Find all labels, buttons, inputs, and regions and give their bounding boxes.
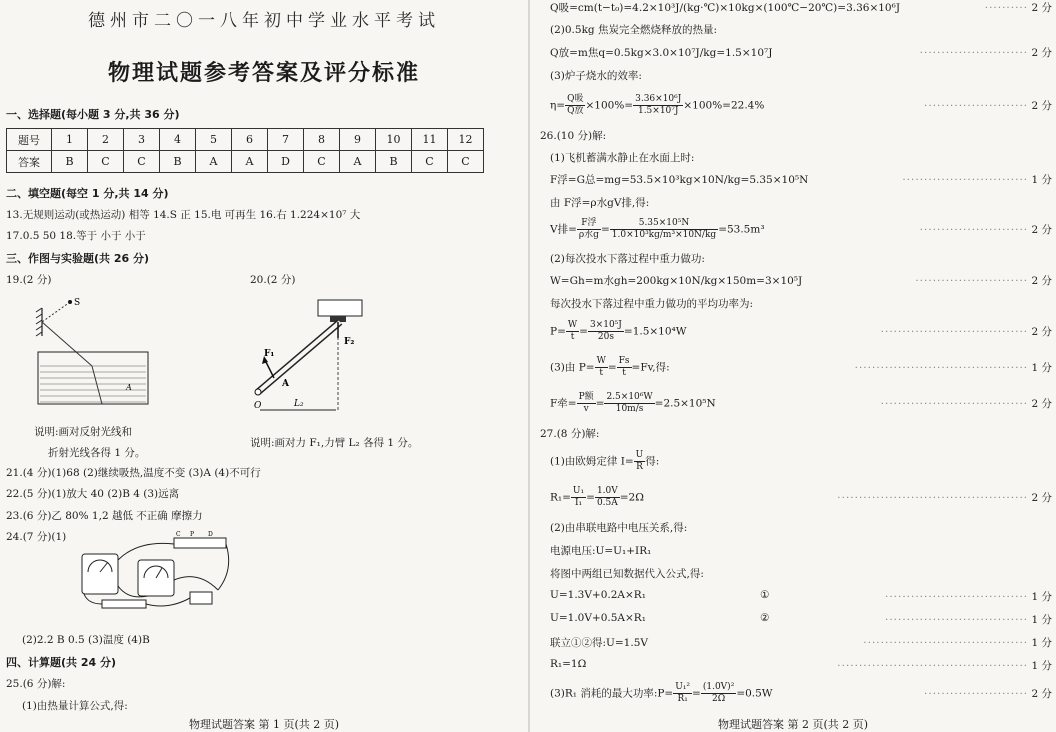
table-cell: A xyxy=(232,151,268,173)
q19-note-1: 说明:画对反射光线和 xyxy=(34,426,133,438)
denominator: R xyxy=(636,462,643,472)
fraction xyxy=(595,356,608,379)
numerator: Fs xyxy=(618,356,630,366)
denominator: t xyxy=(622,368,626,378)
calc-line: U=1.3V+0.2A×R₁ ① ································· 1 分 xyxy=(550,589,1052,603)
formula-part: =53.5m³ xyxy=(718,223,765,236)
line-text: 联立①②得:U=1.5V xyxy=(550,637,648,649)
formula-part: (1)由欧姆定律 I= xyxy=(550,455,634,468)
denominator: 2Ω xyxy=(711,694,726,704)
table-cell: 5 xyxy=(196,129,232,151)
calc-line xyxy=(550,520,1052,536)
fraction xyxy=(610,218,718,241)
score: 2 分 xyxy=(1031,326,1052,338)
q20-lever-figure xyxy=(250,292,370,418)
denominator: I₁ xyxy=(574,498,583,508)
numerator: 2.5×10⁶W xyxy=(606,392,653,402)
point-a-label: A xyxy=(126,383,132,392)
line-text: (3)R₁ 消耗的最大功率:P= $\frac{\text{U₁²}}{\text{R₁}}$ = $\frac{\text{(1.0V)²}}{2\Omega}$ =0.5W xyxy=(550,682,773,704)
score: 2 分 xyxy=(1031,688,1052,700)
line-text: V排= F浮 ρ水g = $\frac{\text{5.35×10⁵N}}{\text{1.0×10³kg/m³×10N/kg}}$ =53.5m³ xyxy=(550,218,765,240)
table-cell: 11 xyxy=(412,129,448,151)
line-text: (2)0.5kg 焦炭完全燃烧释放的热量: xyxy=(550,24,718,36)
fraction xyxy=(633,94,683,117)
denominator: 1.0×10³kg/m³×10N/kg xyxy=(611,230,717,240)
denominator: t xyxy=(570,332,575,342)
table-cell: C xyxy=(124,151,160,173)
calc-line: F浮=G总=mg=53.5×10³kg×10N/kg=5.35×10⁵N ····························· 1 分 xyxy=(550,174,1052,186)
page-2-footer: 物理试题答案 第 2 页(共 2 页) xyxy=(717,718,869,731)
calc-line xyxy=(550,448,1052,474)
line-text: Q吸=cm(t−t₀)=4.2×10³J/(kg·℃)×10kg×(100℃−20℃)=3.36×10⁶J xyxy=(550,2,901,14)
line-text: P= $\frac{W}{t}$ = $\frac{\text{3×10⁵J}}{20s}$ =1.5×10⁴W xyxy=(550,320,687,342)
section-calc-heading: 四、计算题(共 24 分) xyxy=(6,656,117,669)
calc-line: Q吸=cm(t−t₀)=4.2×10³J/(kg·℃)×10kg×(100℃−20℃)=3.36×10⁶J ·········· 2 分 xyxy=(550,2,1052,14)
formula-part: 得: xyxy=(645,455,660,468)
table-row-answers xyxy=(7,151,484,173)
line-text: R₁=1Ω xyxy=(550,658,587,670)
formula-part: (3)R₁ 消耗的最大功率:P= xyxy=(550,687,674,700)
line-text: 将图中两组已知数据代入公式,得: xyxy=(550,568,704,580)
calc-line: U=1.0V+0.5A×R₁ ② ································· 1 分 xyxy=(550,612,1052,626)
score: 2 分 xyxy=(1031,47,1052,59)
answer-page-2 xyxy=(530,0,1056,732)
q24-label: 24.(7 分)(1) xyxy=(6,531,67,543)
denominator: 0.5A xyxy=(596,498,618,508)
table-cell: D xyxy=(268,151,304,173)
calc-line: R₁= $\frac{\text{U₁}}{\text{I₁}}$ = $\frac{1.0V}{0.5A}$ =2Ω ············································ 2 分 xyxy=(550,486,1052,508)
line-text: W=Gh=m水gh=200kg×10N/kg×150m=3×10⁵J xyxy=(550,275,803,287)
score: 2 分 xyxy=(1031,398,1052,410)
line-text: (3)由 P= $\frac{W}{t}$ = $\frac{Fs}{t}$ =Fv,得: xyxy=(550,356,670,378)
calc-line: F牵= P额 v = $\frac{\text{2.5×10⁶W}}{10m/s}$ =2.5×10⁵N ·································· 2 分 xyxy=(550,392,1052,414)
q25-step-1: (1)由热量计算公式,得: xyxy=(22,700,128,712)
denominator: R₁ xyxy=(677,694,688,704)
score: 2 分 xyxy=(1031,100,1052,112)
formula-part: =1.5×10⁴W xyxy=(623,325,687,338)
numerator: 3.36×10⁶J xyxy=(635,94,682,104)
table-cell: 2 xyxy=(88,129,124,151)
table-cell: 答案 xyxy=(7,151,52,173)
arm-l2-label: L₂ xyxy=(294,399,304,409)
svg-text:D: D xyxy=(208,531,213,538)
force-f2-label: F₂ xyxy=(344,337,355,347)
formula-part: =Fv,得: xyxy=(631,361,670,374)
formula-part: (3)由 P= xyxy=(550,361,595,374)
line-text: U=1.3V+0.2A×R₁ xyxy=(550,589,646,601)
calc-line: (3)由 P= $\frac{W}{t}$ = $\frac{Fs}{t}$ =Fv,得: ········································ 1 分 xyxy=(550,356,1052,378)
line-text: (1)飞机蓄满水静止在水面上时: xyxy=(550,152,695,164)
formula-part: V排= xyxy=(550,223,577,236)
fraction xyxy=(577,218,601,241)
numerator: 5.35×10⁵N xyxy=(610,218,718,230)
fraction xyxy=(571,486,586,509)
line-text: 电源电压:U=U₁+IR₁ xyxy=(550,545,652,557)
formula-part: =0.5W xyxy=(736,687,773,700)
calc-line xyxy=(550,566,1052,582)
line-text: (2)由串联电路中电压关系,得: xyxy=(550,522,688,534)
numerator: U xyxy=(635,450,644,460)
score: 2 分 xyxy=(1031,2,1052,14)
denominator: v xyxy=(583,404,589,414)
fraction xyxy=(701,682,736,705)
line-text: (2)每次投水下落过程中重力做功: xyxy=(550,253,705,265)
line-text: R₁= $\frac{\text{U₁}}{\text{I₁}}$ = $\frac{1.0V}{0.5A}$ =2Ω xyxy=(550,486,644,508)
table-cell: A xyxy=(196,151,232,173)
calc-line: η= Q吸 Q放 ×100%= $\frac{\text{3.36×10⁶J}}{\text{1.5×10⁷J}}$ ×100%=22.4% ························ 2 分 xyxy=(550,94,1052,116)
line-text xyxy=(550,94,764,117)
calc-line: W=Gh=m水gh=200kg×10N/kg×150m=3×10⁵J ·························· 2 分 xyxy=(550,275,1052,287)
numerator: U₁ xyxy=(572,486,585,496)
q19-optics-figure xyxy=(28,292,158,412)
section-choice-heading: 一、选择题(每小题 3 分,共 36 分) xyxy=(6,108,180,121)
fraction xyxy=(673,682,692,705)
numerator: W xyxy=(567,320,578,330)
line-text xyxy=(550,450,659,473)
equation-mark: ① xyxy=(760,589,770,601)
equation-mark: ② xyxy=(760,612,770,624)
q26-label: 26.(10 分)解: xyxy=(540,130,607,142)
line-text: Q放=m焦q=0.5kg×3.0×10⁷J/kg=1.5×10⁷J xyxy=(550,47,773,59)
calc-line xyxy=(550,296,1052,312)
fill-answers-line-1: 13.无规则运动(或热运动) 相等 14.S 正 15.电 可再生 16.右 1.224×10⁷ 大 xyxy=(6,209,361,221)
score: 2 分 xyxy=(1031,492,1052,504)
fraction xyxy=(617,356,632,379)
formula-part: F牵= xyxy=(550,397,577,410)
calc-line xyxy=(550,68,1052,84)
numerator: 3×10⁵J xyxy=(589,320,622,330)
fraction xyxy=(634,450,646,473)
q23-answer: 23.(6 分)乙 80% 1,2 越低 不正确 摩擦力 xyxy=(6,510,203,522)
denominator: 10m/s xyxy=(615,404,644,414)
section-drawing-heading: 三、作图与实验题(共 26 分) xyxy=(6,252,150,265)
calc-line: 联立①②得:U=1.5V ······································ 1 分 xyxy=(550,637,1052,649)
q22-answer: 22.(5 分)(1)放大 40 (2)B 4 (3)远离 xyxy=(6,488,180,500)
table-cell: 9 xyxy=(340,129,376,151)
formula-part: ×100%=22.4% xyxy=(683,99,765,112)
line-text: (3)炉子烧水的效率: xyxy=(550,70,642,82)
formula-part: =2Ω xyxy=(619,491,644,504)
table-cell: B xyxy=(52,151,88,173)
calc-line: (3)R₁ 消耗的最大功率:P= $\frac{\text{U₁²}}{\text{R₁}}$ = $\frac{\text{(1.0V)²}}{2\Omega}$ =0.5W ························ 2 分 xyxy=(550,682,1052,704)
numerator: (1.0V)² xyxy=(702,682,735,692)
choice-answer-table xyxy=(6,128,484,173)
table-cell: C xyxy=(88,151,124,173)
fraction xyxy=(577,392,596,415)
calc-line: V排= F浮 ρ水g = $\frac{\text{5.35×10⁵N}}{\text{1.0×10³kg/m³×10N/kg}}$ =53.5m³ ························· 2 分 xyxy=(550,218,1052,240)
numerator: F浮 xyxy=(577,218,601,230)
score: 2 分 xyxy=(1031,224,1052,236)
svg-text:C: C xyxy=(176,531,181,538)
table-cell: B xyxy=(160,151,196,173)
q20-label: 20.(2 分) xyxy=(250,274,296,286)
formula-part: =2.5×10⁵N xyxy=(654,397,716,410)
numerator: W xyxy=(596,356,606,366)
pivot-o-label: O xyxy=(254,401,262,411)
calc-line xyxy=(550,22,1052,38)
calc-line xyxy=(550,251,1052,267)
table-cell: 6 xyxy=(232,129,268,151)
q20-note: 说明:画对力 F₁,力臂 L₂ 各得 1 分。 xyxy=(250,437,419,449)
table-cell: C xyxy=(412,151,448,173)
table-cell: 3 xyxy=(124,129,160,151)
table-cell: 7 xyxy=(268,129,304,151)
calc-line xyxy=(550,543,1052,559)
table-cell: 1 xyxy=(52,129,88,151)
fraction xyxy=(595,486,620,509)
table-cell: 4 xyxy=(160,129,196,151)
line-text: 由 F浮=ρ水gV排,得: xyxy=(550,197,650,209)
formula-part: P= xyxy=(550,325,566,338)
q25-label: 25.(6 分)解: xyxy=(6,678,66,690)
calc-line: Q放=m焦q=0.5kg×3.0×10⁷J/kg=1.5×10⁷J ························· 2 分 xyxy=(550,47,1052,59)
formula-part: η= xyxy=(550,99,566,112)
line-text: F浮=G总=mg=53.5×10³kg×10N/kg=5.35×10⁵N xyxy=(550,174,809,186)
numerator: P额 xyxy=(578,392,594,402)
calc-line xyxy=(550,150,1052,166)
table-cell: A xyxy=(340,151,376,173)
formula-part: R₁= xyxy=(550,491,571,504)
point-s-label: S xyxy=(74,298,81,308)
q21-answer: 21.(4 分)(1)68 (2)继续吸热,温度不变 (3)A (4)不可行 xyxy=(6,467,261,479)
fill-answers-line-2: 17.0.5 50 18.等于 小于 小于 xyxy=(6,230,146,242)
fraction xyxy=(588,320,624,343)
table-cell: C xyxy=(448,151,484,173)
q24-circuit-figure xyxy=(78,530,238,612)
q19-label: 19.(2 分) xyxy=(6,274,52,286)
section-fill-heading: 二、填空题(每空 1 分,共 14 分) xyxy=(6,187,169,200)
svg-text:P: P xyxy=(190,531,195,538)
page-1-footer: 物理试题答案 第 1 页(共 2 页) xyxy=(188,718,340,731)
force-f1-label: F₁ xyxy=(264,349,275,359)
numerator: 1.0V xyxy=(596,486,618,496)
q27-label: 27.(8 分)解: xyxy=(540,428,600,440)
table-cell: B xyxy=(376,151,412,173)
calc-line: P= $\frac{W}{t}$ = $\frac{\text{3×10⁵J}}{20s}$ =1.5×10⁴W ·································· 2 分 xyxy=(550,320,1052,342)
denominator: ρ水g xyxy=(578,230,599,240)
numerator: U₁² xyxy=(675,682,691,692)
table-cell: 12 xyxy=(448,129,484,151)
numerator: Q吸 xyxy=(567,94,584,104)
point-a-label: A xyxy=(282,379,289,389)
line-text: U=1.0V+0.5A×R₁ xyxy=(550,612,646,624)
school-header: 德州市二〇一八年初中学业水平考试 xyxy=(88,11,440,31)
table-cell: 8 xyxy=(304,129,340,151)
table-cell: 10 xyxy=(376,129,412,151)
table-row-numbers xyxy=(7,129,484,151)
table-cell: 题号 xyxy=(7,129,52,151)
q24-answer: (2)2.2 B 0.5 (3)温度 (4)B xyxy=(22,634,150,646)
document-title: 物理试题参考答案及评分标准 xyxy=(107,61,420,86)
fraction xyxy=(566,320,579,343)
line-text: 每次投水下落过程中重力做功的平均功率为: xyxy=(550,298,754,310)
denominator: Q放 xyxy=(567,106,584,116)
denominator: t xyxy=(599,368,604,378)
fraction xyxy=(565,94,585,117)
line-text: F牵= P额 v = $\frac{\text{2.5×10⁶W}}{10m/s}$ =2.5×10⁵N xyxy=(550,392,716,414)
q19-note-2: 折射光线各得 1 分。 xyxy=(48,447,146,459)
score: 2 分 xyxy=(1031,275,1052,287)
formula-part: ×100%= xyxy=(585,99,634,112)
denominator: 20s xyxy=(597,332,614,342)
calc-line xyxy=(550,195,1052,211)
fraction xyxy=(604,392,654,415)
table-cell: C xyxy=(304,151,340,173)
calc-line: R₁=1Ω ············································ 1 分 xyxy=(550,658,1052,672)
denominator: 1.5×10⁷J xyxy=(637,106,679,116)
